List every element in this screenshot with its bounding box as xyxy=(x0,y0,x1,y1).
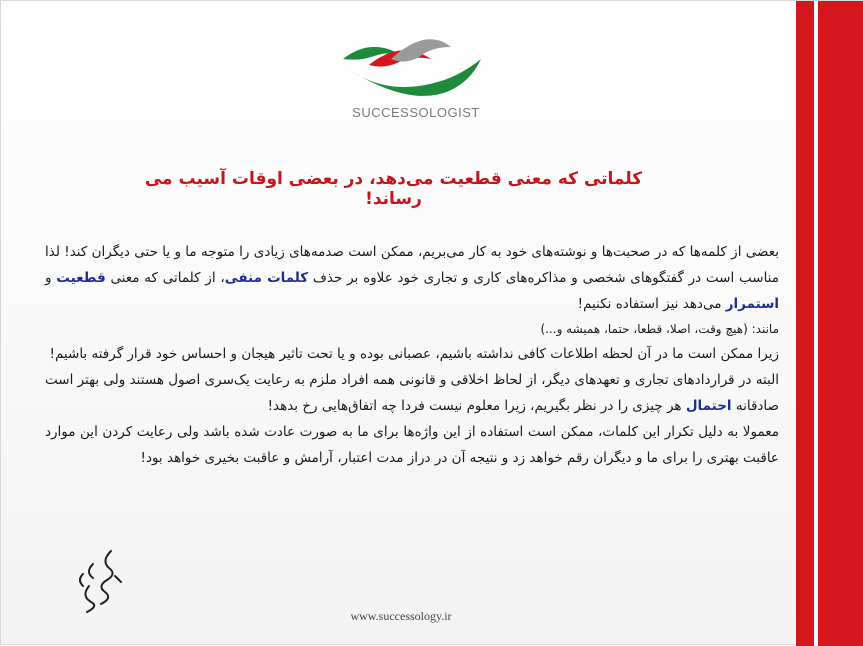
keyword-continuity: استمرار xyxy=(725,296,779,312)
website-url: www.successology.ir xyxy=(350,609,452,623)
handwritten-signature xyxy=(71,546,131,616)
right-red-bar xyxy=(796,1,863,646)
bird-logo-icon xyxy=(331,19,501,109)
paragraph-4: معمولا به دلیل تکرار این کلمات، ممکن است استفاده از این واژه‌ها برای ما به صورت عادت شده باشد ولی رعایت کردن این موارد عاقبت بهتری را برای ما و دیگران رقم خواهد زد و نتیجه آن در دراز مدت اعتبار، آرامش و عاقبت بخیری خواهد بود! xyxy=(45,424,779,466)
paragraph-3 xyxy=(45,367,779,419)
keyword-negative-words: کلمات منفی xyxy=(224,270,309,286)
paragraph-1-text-b: ، از کلماتی که معنی xyxy=(105,270,225,286)
right-bar-stripe xyxy=(814,1,818,646)
keyword-certainty: قطعیت xyxy=(56,270,106,286)
examples-line: مانند: (هیچ وقت، اصلا، قطعا، حتما، همیشه و...) xyxy=(540,322,779,336)
paragraph-2: زیرا ممکن است ما در آن لحظه اطلاعات کافی نداشته باشیم، عصبانی بوده و یا تحت تاثیر هیجان و احساس خود قرار گرفته باشیم! xyxy=(49,346,779,362)
keyword-probability: احتمال xyxy=(685,398,732,414)
slide-title: کلماتی که معنی قطعیت می‌دهد، در بعضی اوقات آسیب می رساند! xyxy=(144,169,643,209)
paragraph-3-text-b: هر چیزی را در نظر بگیریم، زیرا معلوم نیست فردا چه اتفاق‌هایی رخ بدهد! xyxy=(267,398,686,414)
paragraph-1-text-a: بعضی از کلمه‌ها که در صحبت‌ها و نوشته‌های خود به کار می‌بریم، ممکن است صدمه‌های زیادی را متوجه ما و یا حتی دیگران کند! لذا مناسب است در گفتگوهای شخصی و مذاکره‌های کاری و تجاری خود علاوه بر حذف xyxy=(45,244,779,286)
signature-icon xyxy=(71,546,131,616)
slide-content xyxy=(45,239,779,471)
paragraph-1 xyxy=(45,239,779,317)
paragraph-3-text-a: البته در قراردادهای تجاری و تعهدهای دیگر، از لحاظ اخلاقی و قانونی همه افراد ملزم به رعایت یک‌سری اصول هستند ولی بهتر است صادقانه xyxy=(45,372,779,414)
paragraph-1-text-d: می‌دهد نیز استفاده نکنیم! xyxy=(577,296,726,312)
logo-text: SUCCESSOLOGIST xyxy=(352,105,480,120)
paragraph-1-text-c: و xyxy=(45,270,57,286)
successologist-logo xyxy=(331,19,501,129)
